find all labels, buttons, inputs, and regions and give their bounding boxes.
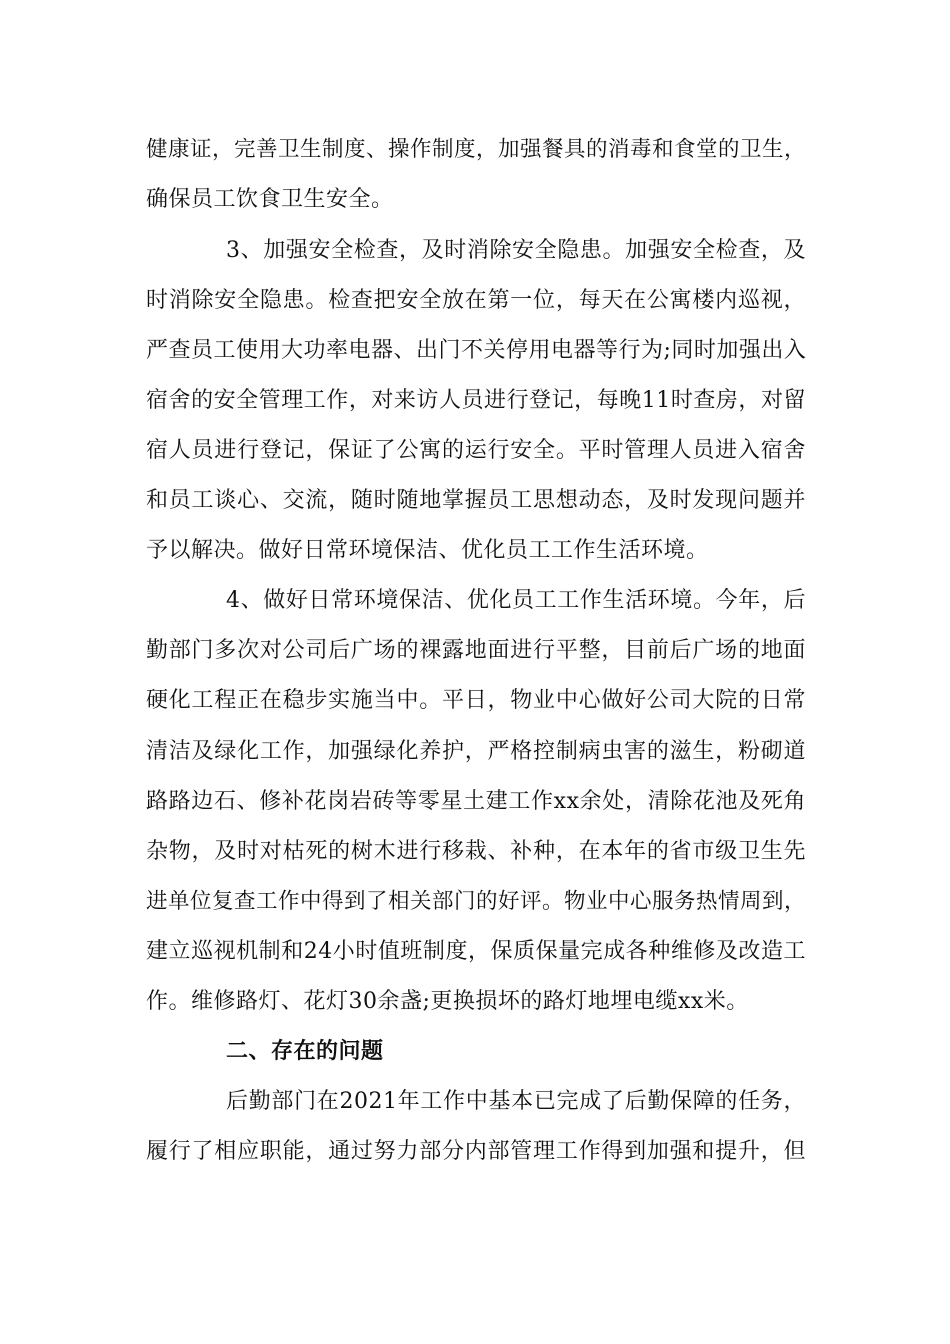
- section-heading: 二、存在的问题: [226, 1039, 384, 1064]
- text-line: 清洁及绿化工作，加强绿化养护，严格控制病虫害的滋生，粉砌道: [146, 739, 806, 764]
- text-line: 建立巡视机制和24小时值班制度，保质保量完成各种维修及改造工: [146, 939, 806, 964]
- text-line: 宿人员进行登记，保证了公寓的运行安全。平时管理人员进入宿舍: [146, 438, 806, 463]
- text-line: 4、做好日常环境保洁、优化员工工作生活环境。今年，后: [226, 588, 806, 613]
- text-line: 杂物，及时对枯死的树木进行移栽、补种，在本年的省市级卫生先: [146, 839, 806, 864]
- text-line: 3、加强安全检查，及时消除安全隐患。加强安全检查，及: [226, 238, 806, 263]
- text-line: 健康证，完善卫生制度、操作制度，加强餐具的消毒和食堂的卫生，: [146, 137, 807, 162]
- text-line: 予以解决。做好日常环境保洁、优化员工工作生活环境。: [146, 538, 709, 563]
- text-line: 硬化工程正在稳步实施当中。平日，物业中心做好公司大院的日常: [146, 688, 806, 713]
- text-line: 勤部门多次对公司后广场的裸露地面进行平整，目前后广场的地面: [146, 638, 806, 663]
- text-line: 确保员工饮食卫生安全。: [146, 187, 394, 212]
- text-line: 履行了相应职能，通过努力部分内部管理工作得到加强和提升，但: [146, 1139, 806, 1164]
- text-line: 后勤部门在2021年工作中基本已完成了后勤保障的任务，: [226, 1089, 806, 1114]
- text-line: 时消除安全隐患。检查把安全放在第一位，每天在公寓楼内巡视，: [146, 288, 806, 313]
- text-line: 严查员工使用大功率电器、出门不关停用电器等行为;同时加强出入: [146, 338, 807, 363]
- text-line: 宿舍的安全管理工作，对来访人员进行登记，每晚11时查房，对留: [146, 388, 806, 413]
- text-line: 和员工谈心、交流，随时随地掌握员工思想动态，及时发现问题并: [146, 488, 806, 513]
- text-line: 作。维修路灯、花灯30余盏;更换损坏的路灯地埋电缆xx米。: [146, 989, 749, 1014]
- text-line: 路路边石、修补花岗岩砖等零星土建工作xx余处，清除花池及死角: [146, 789, 806, 814]
- text-line: 进单位复查工作中得到了相关部门的好评。物业中心服务热情周到，: [146, 889, 807, 914]
